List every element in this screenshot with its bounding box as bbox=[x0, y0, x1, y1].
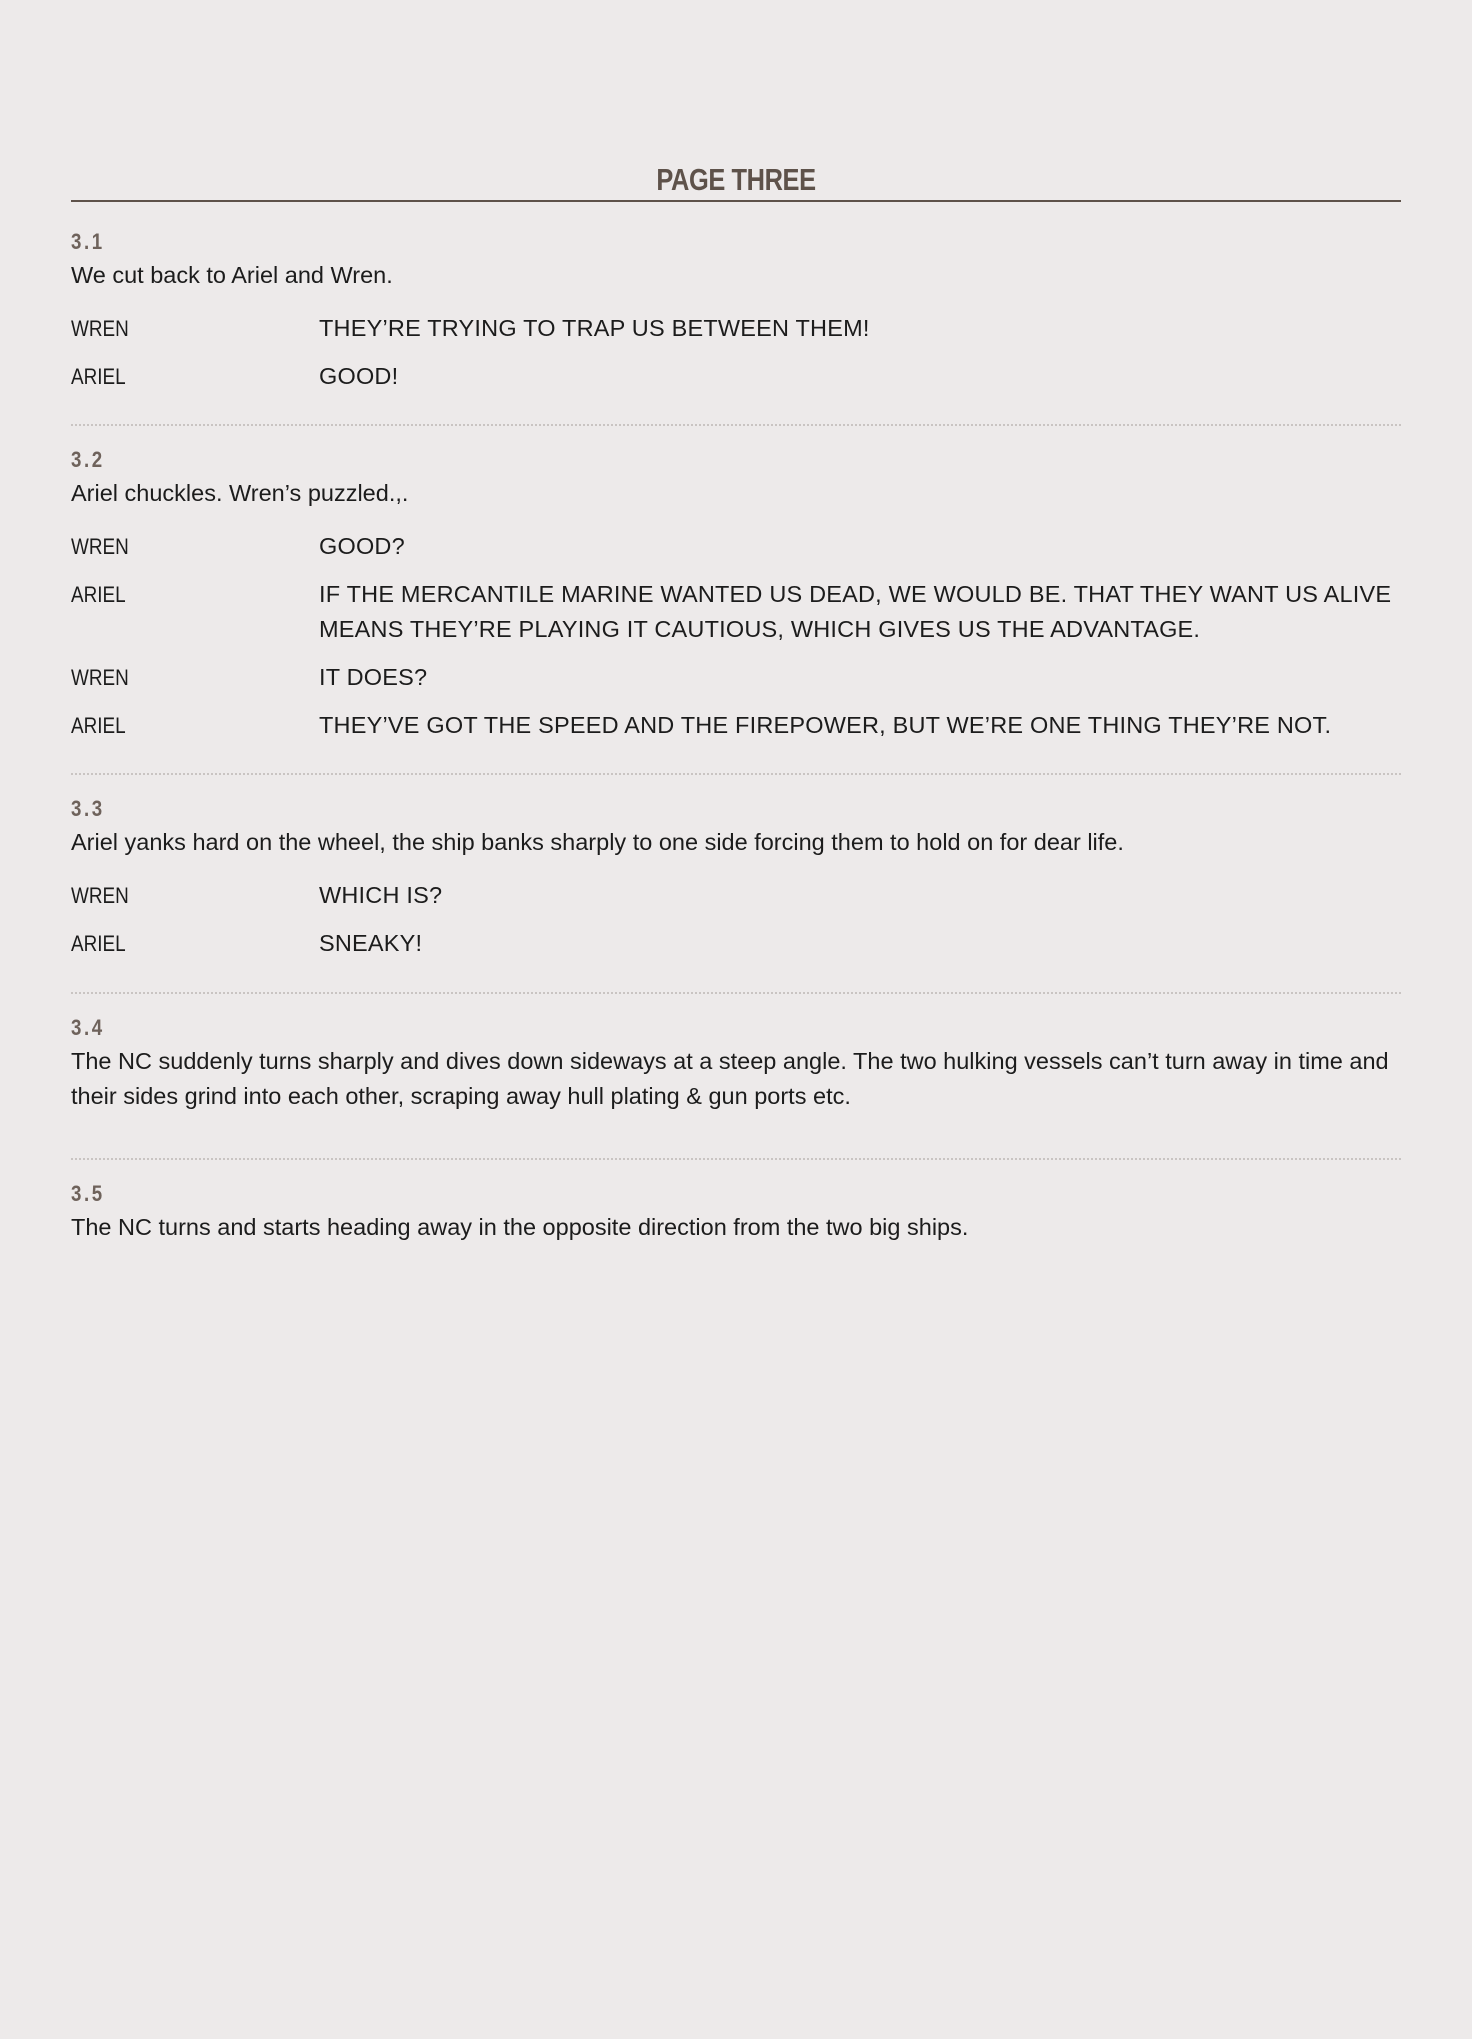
panel-description: We cut back to Ariel and Wren. bbox=[71, 262, 393, 288]
panel-number: 3.5 bbox=[71, 1181, 105, 1206]
panel-3-5 bbox=[71, 1160, 1401, 1245]
panel-number: 3.3 bbox=[71, 796, 105, 821]
dialogue-line bbox=[71, 359, 1401, 394]
panel-3-1 bbox=[71, 202, 1401, 424]
speech-text: WHICH IS? bbox=[319, 882, 443, 908]
speech-text: THEY’VE GOT THE SPEED AND THE FIREPOWER, BUT WE’RE ONE THING THEY’RE NOT. bbox=[319, 712, 1332, 738]
speaker-name: ARIEL bbox=[71, 931, 126, 956]
speaker-name: ARIEL bbox=[71, 364, 126, 389]
speech-text: THEY’RE TRYING TO TRAP US BETWEEN THEM! bbox=[319, 315, 870, 341]
panel-description: Ariel yanks hard on the wheel, the ship banks sharply to one side forcing them to hold on for dear life. bbox=[71, 829, 1124, 855]
speaker-name: WREN bbox=[71, 665, 129, 690]
dialogue-line bbox=[71, 529, 1401, 564]
dialogue-block bbox=[71, 529, 1401, 743]
script-page bbox=[71, 160, 1401, 1245]
dialogue-line bbox=[71, 577, 1401, 647]
panel-number: 3.4 bbox=[71, 1015, 105, 1040]
speech-text: IT DOES? bbox=[319, 664, 428, 690]
speaker-name: WREN bbox=[71, 534, 129, 559]
speaker-name: ARIEL bbox=[71, 713, 126, 738]
panel-description: The NC suddenly turns sharply and dives down sideways at a steep angle. The two hulking vessels can’t turn away in time and their sides grind into each other, scraping away hull plating & gun ports etc. bbox=[71, 1048, 1389, 1109]
speech-text: SNEAKY! bbox=[319, 930, 423, 956]
speech-text: GOOD! bbox=[319, 363, 399, 389]
panel-number: 3.1 bbox=[71, 229, 105, 254]
speaker-name: WREN bbox=[71, 316, 129, 341]
speaker-name: WREN bbox=[71, 883, 129, 908]
dialogue-block bbox=[71, 311, 1401, 394]
panel-description: Ariel chuckles. Wren’s puzzled.,. bbox=[71, 480, 409, 506]
panel-3-4 bbox=[71, 994, 1401, 1158]
speech-text: IF THE MERCANTILE MARINE WANTED US DEAD, WE WOULD BE. THAT THEY WANT US ALIVE MEANS THEY’RE PLAYING IT CAUTIOUS, WHICH GIVES US THE ADVANTAGE. bbox=[319, 581, 1392, 642]
dialogue-line bbox=[71, 926, 1401, 961]
dialogue-line bbox=[71, 660, 1401, 695]
panel-number: 3.2 bbox=[71, 447, 105, 472]
panel-3-3 bbox=[71, 775, 1401, 992]
dialogue-line bbox=[71, 878, 1401, 913]
dialogue-block bbox=[71, 878, 1401, 961]
dialogue-line bbox=[71, 708, 1401, 743]
dialogue-line bbox=[71, 311, 1401, 346]
speech-text: GOOD? bbox=[319, 533, 405, 559]
page-title: PAGE THREE bbox=[656, 162, 816, 197]
speaker-name: ARIEL bbox=[71, 582, 126, 607]
panel-3-2 bbox=[71, 426, 1401, 773]
panel-description: The NC turns and starts heading away in the opposite direction from the two big ships. bbox=[71, 1214, 969, 1240]
